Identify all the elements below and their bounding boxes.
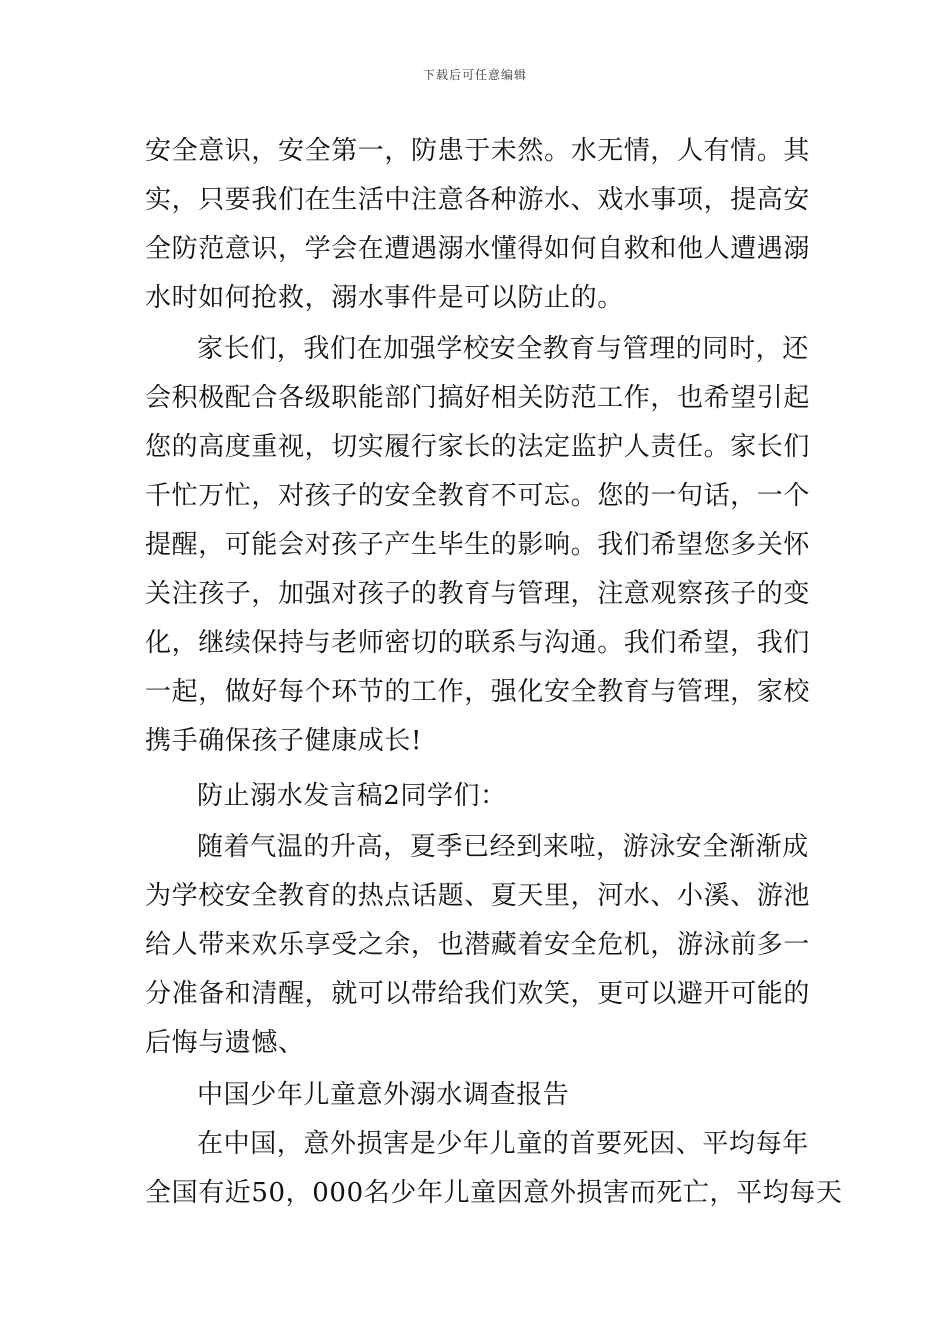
text-line: 您的高度重视，切实履行家长的法定监护人责任。家长们: [145, 432, 811, 462]
page-header: 下载后可任意编辑: [422, 68, 527, 82]
text-line: 千忙万忙，对孩子的安全教育不可忘。您的一句话，一个: [145, 481, 811, 511]
text-line: 会积极配合各级职能部门搞好相关防范工作，也希望引起: [145, 383, 811, 413]
paragraph-first-line: 在中国，意外损害是少年儿童的首要死因、平均每年: [197, 1129, 809, 1159]
text-line: 为学校安全教育的热点话题、夏天里，河水、小溪、游池: [145, 881, 811, 911]
paragraph-first-line: 随着气温的升高，夏季已经到来啦，游泳安全渐渐成: [197, 832, 809, 862]
text-line: 提醒，可能会对孩子产生毕生的影响。我们希望您多关怀: [145, 530, 811, 560]
text-line: 实，只要我们在生活中注意各种游水、戏水事项，提高安: [145, 185, 811, 215]
text-line: 一起，做好每个环节的工作，强化安全教育与管理，家校: [145, 677, 811, 707]
text-line: 全防范意识，学会在遭遇溺水懂得如何自救和他人遭遇溺: [145, 234, 811, 264]
text-line: 后悔与遗憾、: [145, 1028, 305, 1058]
text-line: 携手确保孩子健康成长!: [145, 726, 423, 756]
text-line: 水时如何抢救，溺水事件是可以防止的。: [145, 283, 624, 313]
text-line: 给人带来欢乐享受之余，也潜藏着安全危机，游泳前多一: [145, 930, 811, 960]
section-heading: 防止溺水发言稿2同学们：: [197, 781, 507, 811]
paragraph-first-line: 家长们，我们在加强学校安全教育与管理的同时，还: [197, 334, 809, 364]
text-line: 关注孩子，加强对孩子的教育与管理，注意观察孩子的变: [145, 579, 811, 609]
text-line: 全国有近50，000名少年儿童因意外损害而死亡，平均每天: [145, 1178, 843, 1208]
text-line: 分准备和清醒，就可以带给我们欢笑，更可以避开可能的: [145, 979, 811, 1009]
text-line: 安全意识，安全第一，防患于未然。水无情，人有情。其: [145, 136, 811, 166]
text-line: 化，继续保持与老师密切的联系与沟通。我们希望，我们: [145, 628, 811, 658]
section-heading: 中国少年儿童意外溺水调查报告: [197, 1080, 570, 1110]
